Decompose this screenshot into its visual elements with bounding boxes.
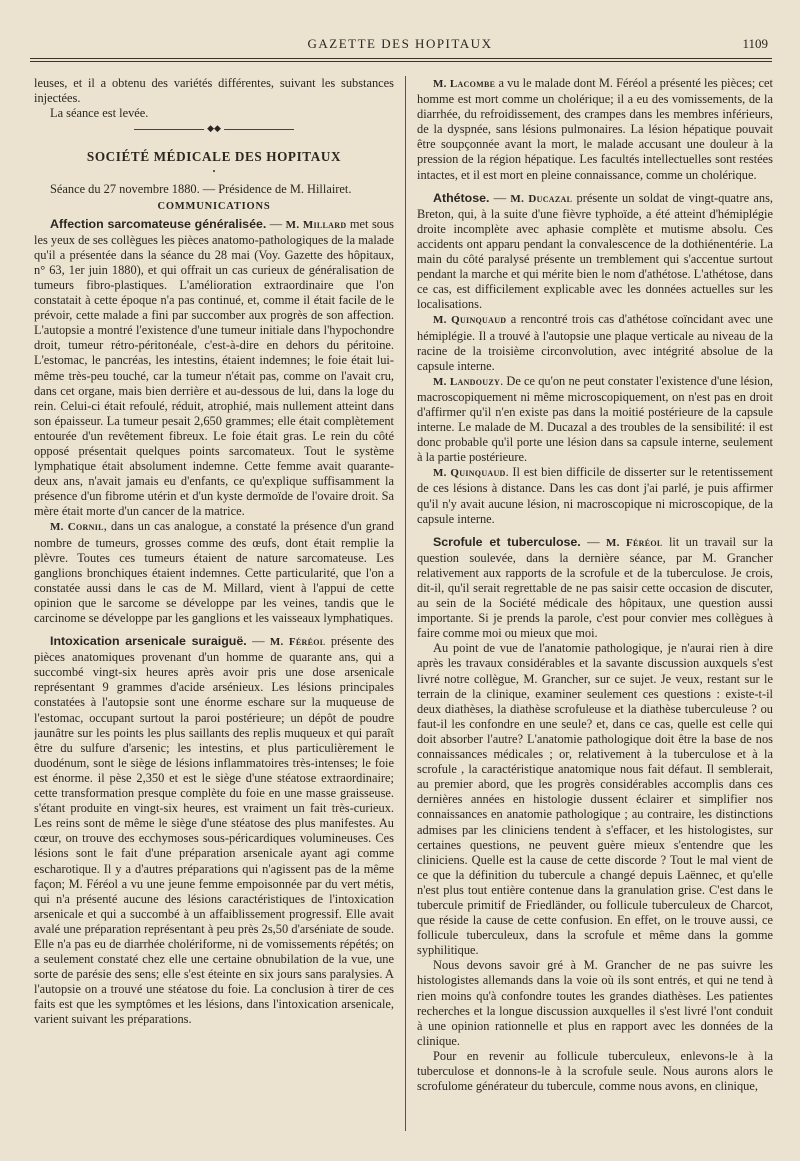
paragraph-quinquaud-2 (417, 465, 773, 526)
dot-ornament-icon: • (212, 167, 216, 177)
speaker-name: M. Féréol (269, 636, 326, 649)
paragraph-text: lit un travail sur la question soulevée, dans la dernière séance, par M. Grancher relativement aux rapports de la scrofule et de la tuberculose. Je crois, dit-il, qu'il serait regrettable de ne pas saisir cette occasion de discuter, au sein de la Société médicale des hôpitaux, une question aussi importante. Si je prends la parole, c'est pour convier mes collègues à faire comme moi ou mieux que moi. (417, 534, 773, 641)
speaker-name: M. Quinquaud (433, 314, 507, 327)
speaker-name: M. Quinquaud (433, 467, 506, 480)
paragraph-continuation: leuses, et il a obtenu des variétés différentes, suivant les substances injectées. (34, 76, 394, 106)
paragraph-anatomie: Au point de vue de l'anatomie pathologique, je n'aurai rien à dire après les travaux considérables et la savante discussion auxquels s'est livré notre collègue, M. Grancher, sur ce sujet. Je veux, restant sur le terrain de la clinique, examiner seulement ces questions : existe-t-il deux diathèses, la diathèse scrofuleuse et la diathèse tuberculeuse ? ou faut-il les confondre en une seule? et, dans ce cas, quelle est celle qui doit absorber l'autre? L'anatomie pathologique doit être la base de nos connaissances médicales ; or, relativement à la tuberculose et à la scrofule , la caractéristique anatomique nous fait défaut. Il semblerait, au premier abord, que les progrès considérables accomplis dans ces dernières années en histologie dussent éclairer et simplifier nos connaissances en anatomie pathologique ; au contraire, les distinctions admises par les cliniciens tendent à s'effacer, et les histologistes, sur certaines questions, ne peuvent guère mieux s'entendre que les cliniciens. Quelle est la cause de cette discorde ? Tout le mal vient de ce que la définition du tubercule a changé depuis Laënnec, et qu'elle n'est plus tout entière contenue dans la granulation grise. C'est dans le tubercule primitif de Friedländer, ou follicule tuberculeux de Charcot, que réside la cause de cette confusion. En effet, on le trouve aussi, ce follicule tuberculeux, dans la scrofule et même dans la gomme syphilitique. (417, 641, 773, 958)
paragraph-nous-devons: Nous devons savoir gré à M. Grancher de ne pas suivre les histologistes allemands dans la voie où ils sont entrés, et qui ne tend à rien moins qu'à confondre toutes les grandes diathèses. Les patientes recherches et la longue discussion auxquelles il s'est livré l'ont conduit à une opinion rationnelle et plus en rapport avec les données de la clinique. (417, 958, 773, 1048)
paragraph-cornil (34, 519, 394, 626)
paragraph-text: , dans un cas analogue, a constaté la présence d'un grand nombre de tumeurs, grosses comme des œufs, dont était remplie la plèvre. Toutes ces tumeurs étaient de nature sarcomateuse. Les ganglions bronchiques étaient indemnes. Cette particularité, que l'on a constatée aussi dans le cas de M. Millard, vient à l'appui de cette opinion que le sarcome se développe par les veines, tandis que le carcinome se développe par les ganglions et les vaisseaux lymphatiques. (34, 519, 394, 625)
rubric-intoxication: Intoxication arsenicale suraiguë. (50, 634, 247, 649)
speaker-name: M. Féréol (605, 536, 663, 549)
paragraph-seance-levee: La séance est levée. (50, 106, 149, 121)
header-rule (30, 58, 772, 62)
dash: — (266, 216, 286, 231)
speaker-name: M. Ducazal (510, 192, 573, 205)
rubric-scrofule: Scrofule et tuberculose. (433, 534, 581, 549)
speaker-name: M. Landouzy (433, 375, 501, 388)
dash: — (489, 190, 511, 205)
column-divider (405, 76, 406, 1131)
speaker-name: M. Lacombe (433, 78, 496, 90)
paragraph-text: présente un soldat de vingt-quatre ans, Breton, qui, à la suite d'une fièvre typhoïde, a été atteint d'hémiplégie droite incomplète avec aphasie complète et mutisme absolu. Ces accidents ont apparu pendant la convalescence de la dothiénentérie. La main du côté paralysé présente un tremblement qui s'accentue surtout pendant la marche et qui mérite bien le nom d'athétose. L'athétose, dans ce cas, est difficilement explicable avec les données actuelles sur les localisations. (417, 190, 773, 312)
paragraph-landouzy (417, 374, 773, 466)
rubric-athetose: Athétose. (433, 190, 490, 205)
society-title: SOCIÉTÉ MÉDICALE DES HOPITAUX (86, 149, 342, 165)
paragraph-affection (34, 217, 394, 520)
communications-heading: COMMUNICATIONS (157, 201, 271, 213)
paragraph-text: . Il est bien difficile de disserter sur le retentissement de ces lésions à distance. Dans les cas dont j'ai parlé, je puis affirmer qu'il n'y avait aucune lésion, ni macroscopique ni microscopique, de la capsule interne. (417, 465, 773, 526)
left-column (34, 76, 394, 1136)
paragraph-text: met sous les yeux de ses collègues les pièces anatomo-pathologiques de la malade qu'il a présentée dans la séance du 28 mai (Voy. Gazette des hôpitaux, n° 63, 1er juin 1880), et qui offrait un cas curieux de généralisation de tumeurs fibro-plastiques. L'amélioration extraordinaire que l'on constatait à cette époque n'a pas continué, et, comme il était facile de le prévoir, cette malade a fini par succomber aux progrès de son affection. L'autopsie a montré l'existence d'une tumeur initiale dans l'hypochondre droit, tumeur rétro-péritonéale, c'est-à-dire en dehors du péritoine. L'estomac, le pancréas, les intestins, étaient indemnes; le foie était lui-même très-peu touché, car la tumeur n'était pas, comme on l'avait cru, dans cet organe, mais bien derrière et au-dessous de lui, dans la loge du rein. Celui-ci était refoulé, réduit, atrophié, mais nullement atteint dans son épaisseur. La tumeur pesait 2,650 grammes; elle était complètement entourée d'un revêtement fibreux. Le foie était gras. Le rein du côté opposé présentait quelques points sarcomateux. Tout le système lymphatique était absolument indemne. Cette femme avait quarante-deux ans, n'avait jamais eu d'enfants, ce qu'explique suffisamment la présence d'un fibrome utérin et d'un kyste dermoïde de l'ovaire droit. Sa mère était morte d'un cancer de la matrice. (34, 216, 394, 519)
paragraph-lacombe (417, 76, 773, 183)
rubric-affection: Affection sarcomateuse généralisée. (50, 216, 267, 231)
session-line: Séance du 27 novembre 1880. — Présidence de M. Hillairet. (50, 182, 352, 197)
speaker-name: M. Cornil (50, 521, 104, 534)
page-header (30, 32, 770, 54)
paragraph-text: a vu le malade dont M. Féréol a présenté les pièces; cet homme est mort comme un cholérique; il a eu des vomissements, de la diarrhée, du refroidissement, des crampes dans les membres inférieurs, de la dyspnée, sans lésions pulmonaires. La lésion hépatique pouvait être soupçonnée avant la mort, le malade accusant une douleur à la pression de la région hépatique. Les facultés intellectuelles sont restées intactes, et il est mort en pleine connaissance, comme un cholérique. (417, 76, 773, 182)
right-column (417, 76, 773, 1136)
speaker-name: M. Millard (285, 218, 347, 231)
paragraph-scrofule (417, 535, 773, 642)
paragraph-text: . De ce qu'on ne peut constater l'existence d'une lésion, macroscopiquement ni même microscopiquement, on n'est pas en droit d'affirmer qu'il n'en existe pas dans la moitié postérieure de la capsule interne. Le malade de M. Ducazal a des troubles de la sensibilité: il est donc probable qu'il porte une lésion dans sa capsule interne, seulement à la partie postérieure. (417, 373, 773, 465)
running-title: GAZETTE DES HOPITAUX (307, 36, 493, 51)
paragraph-text: a rencontré trois cas d'athétose coïncidant avec une hémiplégie. Il a trouvé à l'autopsie une plaque verticale au niveau de la racine de la troisième circonvolution, avec intégrité absolue de la capsule interne. (417, 312, 773, 373)
dash: — (580, 534, 606, 549)
separator-ornament-icon: ◆◆ (204, 121, 224, 136)
paragraph-athetose (417, 191, 773, 313)
paragraph-text: présente des pièces anatomiques provenant d'un homme de quarante ans, qui a succombé vingt-six heures après avoir pris une dose arsenicale représentant 9 grammes d'acide arsénieux. Les lésions principales constatées à l'autopsie sont une énorme eschare sur la muqueuse de l'estomac, occupant surtout la paroi postérieure; un dépôt de poudre jaunâtre sur les points les plus saillants des replis muqueux et qui paraît être du sulfure d'arsenic; les intestins, et plus particulièrement le duodénum, sont le siège de lésions inflammatoires très-intenses; le foie est énorme. il pèse 2,350 et est le siège d'une stéatose extraordinaire; cette transformation presque complète du foie en une masse graisseuse. s'étant produite en vingt-six heures, est vraiment un fait très-curieux. Les reins sont de même le siège d'une stéatose des plus manifestes. Au cœur, on trouve des ecchymoses sous-péricardiques volumineuses. Ces lésions sont le fait d'une préparation arsenicale ayant agi comme escharotique. Il y a d'autres préparations qui n'agissent pas de la même façon; M. Féréol a vu une jeune femme empoisonnée par du vert métis, qui n'a présenté aucune des lésions caractéristiques de l'intoxication arsenicale et qui a succombé à un affaiblissement progressif. Elle avait avalé une préparation représentant à peu près 2s,50 d'arséniate de soude. Elle n'a pas eu de diarrhée cholériforme, ni de vomissements répétés; on a seulement constaté chez elle une certaine obnubilation de la vue, une sorte de parésie des sens; elle s'est éteinte en six jours sans paralysies. A l'autopsie on a trouvé une stéatose du foie. La conclusion à tirer de ces faits est que les symptômes et les lésions, dans l'intoxication arsenicale, varient suivant les préparations. (34, 634, 394, 1027)
paragraph-intoxication (34, 634, 394, 1027)
paragraph-pour-revenir: Pour en revenir au follicule tuberculeux, enlevons-le à la tuberculose et donnons-le à la scrofule seule. Nous aurons alors le scrofulome générateur du tubercule, comme nous avons, en clinique, (417, 1048, 773, 1094)
section-separator (34, 125, 394, 135)
dash: — (246, 634, 270, 649)
page-number: 1109 (742, 36, 768, 51)
paragraph-quinquaud-1 (417, 312, 773, 373)
